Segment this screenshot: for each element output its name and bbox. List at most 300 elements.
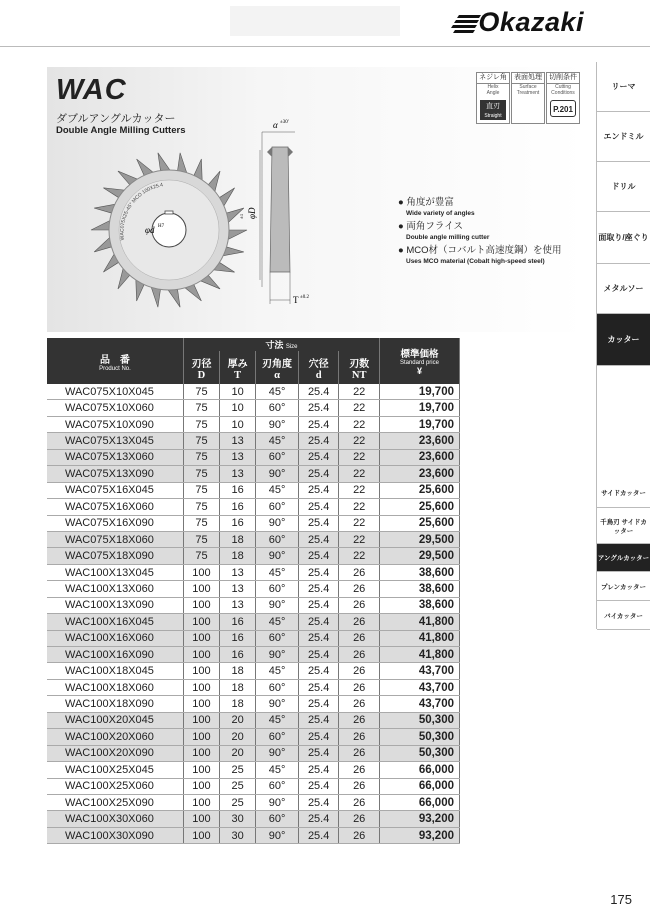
cell-size: 75 (183, 416, 219, 432)
cell-product-no: WAC075X13X045 (47, 433, 183, 449)
cell-product-no: WAC100X16X090 (47, 647, 183, 663)
cell-size: 60° (256, 449, 299, 465)
side-tab-reamer[interactable]: リーマ (597, 62, 650, 112)
icon-sub: Surface (519, 84, 537, 90)
feature-en: Double angle milling cutter (406, 234, 490, 241)
table-row (47, 400, 460, 416)
cell-price: 38,600 (379, 564, 459, 580)
cell-size: 90° (256, 745, 299, 761)
cell-size: 13 (220, 433, 256, 449)
cell-size: 10 (220, 400, 256, 416)
cell-product-no: WAC100X13X045 (47, 564, 183, 580)
header-watermark-band (230, 6, 400, 36)
cell-size: 100 (183, 827, 219, 843)
cell-size: 26 (339, 597, 380, 613)
icon-sub: Helix (487, 84, 499, 90)
cell-size: 100 (183, 762, 219, 778)
cell-product-no: WAC100X30X060 (47, 811, 183, 827)
sub-tab-bi-cutter[interactable]: バイカッター (597, 601, 650, 630)
cell-size: 25.4 (298, 564, 339, 580)
cell-size: 100 (183, 581, 219, 597)
cell-price: 66,000 (379, 762, 459, 778)
cell-size: 26 (339, 762, 380, 778)
cell-size: 100 (183, 794, 219, 810)
feature-item: ● 角度が豊富 (398, 197, 454, 208)
table-row (47, 630, 460, 646)
cell-price: 50,300 (379, 712, 459, 728)
cell-product-no: WAC100X18X090 (47, 696, 183, 712)
table-row (47, 384, 460, 400)
table-row (47, 548, 460, 564)
feature-item: ● MCO材（コバルト高速度鋼）を使用 (398, 245, 562, 256)
col-header-price (379, 338, 459, 384)
cell-size: 22 (339, 400, 380, 416)
cell-price: 50,300 (379, 745, 459, 761)
cell-price: 66,000 (379, 794, 459, 810)
cell-size: 25.4 (298, 729, 339, 745)
header-en: Product No. (99, 365, 131, 372)
header-sym: D (197, 369, 206, 381)
cutting-conditions-icon-box (546, 72, 580, 124)
cell-size: 22 (339, 531, 380, 547)
cell-size: 20 (220, 729, 256, 745)
cell-size: 25.4 (298, 679, 339, 695)
table-row (47, 564, 460, 580)
table-row (47, 827, 460, 843)
cell-size: 90° (256, 515, 299, 531)
bore-dim-label: φd (145, 225, 155, 235)
cell-price: 66,000 (379, 778, 459, 794)
cell-size: 25.4 (298, 499, 339, 515)
cell-product-no: WAC100X20X045 (47, 712, 183, 728)
feature-jp: 両角フライス (406, 221, 464, 232)
table-row (47, 433, 460, 449)
table-row (47, 531, 460, 547)
table-row (47, 449, 460, 465)
cutter-tooth (151, 287, 160, 307)
header-jp: 刃数 (349, 358, 370, 370)
side-tab-endmill[interactable]: エンドミル (597, 112, 650, 162)
cell-size: 45° (256, 712, 299, 728)
cell-size: 75 (183, 531, 219, 547)
cell-price: 43,700 (379, 679, 459, 695)
cell-size: 22 (339, 449, 380, 465)
table-row (47, 778, 460, 794)
cell-price: 25,600 (379, 482, 459, 498)
cell-size: 25.4 (298, 712, 339, 728)
table-row (47, 515, 460, 531)
cell-size: 18 (220, 679, 256, 695)
cell-product-no: WAC100X16X045 (47, 614, 183, 630)
cell-size: 25.4 (298, 449, 339, 465)
cell-size: 18 (220, 696, 256, 712)
cell-size: 75 (183, 433, 219, 449)
cell-size: 22 (339, 416, 380, 432)
col-header-2 (256, 351, 299, 384)
cell-size: 26 (339, 679, 380, 695)
product-table (47, 338, 460, 844)
cell-price: 29,500 (379, 531, 459, 547)
cell-price: 50,300 (379, 729, 459, 745)
cell-size: 90° (256, 696, 299, 712)
sub-tab-plain-cutter[interactable]: プレンカッター (597, 572, 650, 601)
cell-size: 75 (183, 466, 219, 482)
cutter-tooth (91, 221, 110, 230)
cell-price: 93,200 (379, 827, 459, 843)
icon-sub: Treatment (516, 90, 540, 96)
cell-size: 26 (339, 647, 380, 663)
outer-dia-tol: ±1 (240, 213, 245, 219)
cell-price: 23,600 (379, 449, 459, 465)
cell-size: 100 (183, 811, 219, 827)
cell-product-no: WAC100X18X060 (47, 679, 183, 695)
cell-size: 90° (256, 416, 299, 432)
cell-size: 45° (256, 482, 299, 498)
header-sym: d (315, 369, 322, 381)
cell-size: 20 (220, 712, 256, 728)
cell-product-no: WAC100X13X090 (47, 597, 183, 613)
cell-size: 25.4 (298, 696, 339, 712)
cutter-front-view (84, 145, 254, 315)
cell-price: 93,200 (379, 811, 459, 827)
table-row (47, 614, 460, 630)
cell-product-no: WAC075X18X090 (47, 548, 183, 564)
table-row (47, 762, 460, 778)
cell-size: 13 (220, 581, 256, 597)
cell-size: 25.4 (298, 663, 339, 679)
col-header-3 (298, 351, 339, 384)
cell-size: 25.4 (298, 581, 339, 597)
cell-product-no: WAC100X18X045 (47, 663, 183, 679)
cell-size: 60° (256, 729, 299, 745)
cell-size: 25.4 (298, 647, 339, 663)
header-sym: NT (351, 369, 367, 381)
cell-product-no: WAC075X13X060 (47, 449, 183, 465)
cell-size: 25 (220, 762, 256, 778)
cell-product-no: WAC075X16X090 (47, 515, 183, 531)
cell-size: 26 (339, 696, 380, 712)
feature-item: ● 両角フライス (398, 221, 464, 232)
cell-size: 26 (339, 663, 380, 679)
page-number: 175 (610, 892, 632, 907)
cell-size: 25.4 (298, 482, 339, 498)
cell-size: 13 (220, 564, 256, 580)
cell-size: 100 (183, 729, 219, 745)
thickness-tol: ±0.2 (300, 295, 309, 300)
cell-size: 22 (339, 384, 380, 400)
sub-tab-staggered-side-cutter[interactable]: 千鳥刃 サイドカッター (597, 508, 650, 544)
cell-product-no: WAC075X18X060 (47, 531, 183, 547)
cell-size: 25.4 (298, 811, 339, 827)
header-jp: 刃径 (191, 358, 212, 370)
cell-size: 45° (256, 663, 299, 679)
cell-size: 25.4 (298, 778, 339, 794)
header-rule (0, 46, 650, 47)
cell-size: 25.4 (298, 614, 339, 630)
cell-size: 100 (183, 696, 219, 712)
sub-tab-angle-cutter[interactable]: アングルカッター (597, 544, 650, 572)
cell-size: 100 (183, 647, 219, 663)
cell-size: 16 (220, 630, 256, 646)
col-header-product-no (47, 338, 183, 384)
cell-size: 26 (339, 630, 380, 646)
icon-sub: Angle (486, 90, 500, 96)
cell-size: 75 (183, 384, 219, 400)
cell-size: 16 (220, 499, 256, 515)
product-code-title: WAC (56, 74, 127, 106)
cell-size: 90° (256, 647, 299, 663)
cell-size: 25.4 (298, 515, 339, 531)
cell-size: 25.4 (298, 827, 339, 843)
cell-product-no: WAC100X13X060 (47, 581, 183, 597)
cell-size: 75 (183, 482, 219, 498)
angle-tol: ±30' (280, 120, 289, 125)
spec-icon-group (476, 72, 581, 124)
cell-size: 22 (339, 466, 380, 482)
table-row (47, 696, 460, 712)
side-tab-chamfer[interactable]: 面取り/座ぐり (597, 212, 650, 264)
cell-size: 18 (220, 531, 256, 547)
cell-size: 20 (220, 745, 256, 761)
cell-size: 10 (220, 416, 256, 432)
cell-size: 45° (256, 564, 299, 580)
product-name-jp: ダブルアングルカッター (56, 113, 176, 125)
side-tab-metal-saw[interactable]: メタルソー (597, 264, 650, 314)
cell-size: 75 (183, 499, 219, 515)
brand-logo: Okazaki (478, 7, 584, 37)
table-row (47, 712, 460, 728)
feature-en: Uses MCO material (Cobalt high-speed steel) (406, 258, 545, 265)
cell-price: 43,700 (379, 663, 459, 679)
side-tab-cutter[interactable]: カッター (597, 314, 650, 366)
header-jp: 穴径 (308, 358, 329, 370)
cell-size: 45° (256, 762, 299, 778)
cell-size: 26 (339, 778, 380, 794)
cell-size: 100 (183, 663, 219, 679)
cell-size: 25.4 (298, 384, 339, 400)
table-row (47, 581, 460, 597)
cell-product-no: WAC100X30X090 (47, 827, 183, 843)
cell-size: 100 (183, 712, 219, 728)
cell-size: 26 (339, 581, 380, 597)
cell-size: 25 (220, 794, 256, 810)
cell-size: 100 (183, 679, 219, 695)
cell-product-no: WAC100X16X060 (47, 630, 183, 646)
cell-price: 25,600 (379, 499, 459, 515)
cell-price: 29,500 (379, 548, 459, 564)
header-sym: T (234, 369, 242, 381)
cell-size: 60° (256, 531, 299, 547)
cell-size: 26 (339, 614, 380, 630)
cell-size: 90° (256, 466, 299, 482)
cell-size: 22 (339, 515, 380, 531)
feature-en: Wide variety of angles (406, 210, 475, 217)
header-jp: 標準価格 (400, 349, 439, 360)
cell-size: 100 (183, 614, 219, 630)
cell-size: 75 (183, 449, 219, 465)
cell-price: 38,600 (379, 597, 459, 613)
cell-size: 30 (220, 811, 256, 827)
cell-size: 26 (339, 827, 380, 843)
cutter-tooth (178, 153, 187, 173)
bore-tol-label: H7 (158, 224, 165, 229)
icon-head: 表面処理 (512, 73, 544, 84)
cell-price: 25,600 (379, 515, 459, 531)
cell-size: 16 (220, 647, 256, 663)
cell-size: 16 (220, 515, 256, 531)
cell-size: 100 (183, 745, 219, 761)
col-header-4 (339, 351, 380, 384)
cell-size: 100 (183, 597, 219, 613)
page-reference-icon: P.201 (550, 100, 576, 117)
table-row (47, 482, 460, 498)
cell-size: 25.4 (298, 630, 339, 646)
cell-size: 25.4 (298, 466, 339, 482)
outer-dia-label: φD (247, 207, 257, 219)
brand-logo-mark-icon (451, 15, 481, 33)
cell-size: 25.4 (298, 416, 339, 432)
header-jp: 厚み (227, 358, 248, 370)
table-row (47, 679, 460, 695)
cell-size: 60° (256, 400, 299, 416)
cell-size: 90° (256, 597, 299, 613)
product-name-en: Double Angle Milling Cutters (56, 125, 186, 136)
cell-size: 75 (183, 548, 219, 564)
surface-treatment-icon-box (511, 72, 545, 124)
cell-size: 16 (220, 614, 256, 630)
cutter-tooth (94, 238, 111, 252)
cell-price: 41,800 (379, 630, 459, 646)
thickness-label: T (293, 295, 299, 305)
angle-label: α (273, 120, 278, 130)
table-row (47, 745, 460, 761)
cell-product-no: WAC100X25X090 (47, 794, 183, 810)
table-row (47, 647, 460, 663)
cell-size: 25.4 (298, 400, 339, 416)
cell-size: 13 (220, 449, 256, 465)
cell-price: 23,600 (379, 466, 459, 482)
feature-jp: 角度が豊富 (406, 197, 454, 208)
side-tab-drill[interactable]: ドリル (597, 162, 650, 212)
header-jp: 刃角度 (262, 358, 293, 370)
cell-size: 18 (220, 663, 256, 679)
cell-size: 26 (339, 811, 380, 827)
cell-size: 25.4 (298, 597, 339, 613)
cell-size: 26 (339, 729, 380, 745)
table-row (47, 811, 460, 827)
cell-size: 25.4 (298, 531, 339, 547)
cell-price: 41,800 (379, 614, 459, 630)
cell-size: 22 (339, 433, 380, 449)
cell-price: 38,600 (379, 581, 459, 597)
cell-price: 19,700 (379, 400, 459, 416)
header-en: Size (285, 344, 298, 350)
cell-size: 100 (183, 630, 219, 646)
table-row (47, 663, 460, 679)
sub-tab-side-cutter[interactable]: サイドカッター (597, 478, 650, 508)
icon-head: ネジレ角 (477, 73, 509, 84)
header-sym: α (274, 369, 280, 381)
cell-product-no: WAC075X10X045 (47, 384, 183, 400)
col-header-1 (220, 351, 256, 384)
icon-sub: Conditions (551, 90, 575, 96)
cell-size: 25.4 (298, 433, 339, 449)
cell-product-no: WAC075X10X090 (47, 416, 183, 432)
cell-size: 60° (256, 499, 299, 515)
cell-size: 25 (220, 778, 256, 794)
table-row (47, 466, 460, 482)
cell-size: 13 (220, 597, 256, 613)
cell-size: 30 (220, 827, 256, 843)
cutter-marking: WAC075X25-45° MCO 100X25.4 (119, 182, 164, 241)
header-jp: 寸法 (265, 340, 284, 350)
cell-size: 22 (339, 482, 380, 498)
straight-flute-icon: 直刃 (480, 100, 506, 113)
cell-size: 75 (183, 400, 219, 416)
cell-size: 16 (220, 482, 256, 498)
cell-product-no: WAC075X16X045 (47, 482, 183, 498)
feature-list (398, 197, 562, 269)
cell-size: 25.4 (298, 762, 339, 778)
cell-size: 26 (339, 794, 380, 810)
cell-size: 25.4 (298, 794, 339, 810)
table-row (47, 597, 460, 613)
table-row (47, 729, 460, 745)
cell-size: 100 (183, 778, 219, 794)
cell-size: 26 (339, 712, 380, 728)
cutter-side-view (240, 112, 340, 312)
cutter-tooth (158, 153, 170, 171)
cell-size: 90° (256, 548, 299, 564)
table-row (47, 416, 460, 432)
cell-size: 25.4 (298, 548, 339, 564)
icon-head: 切削条件 (547, 73, 579, 84)
cell-size: 25.4 (298, 745, 339, 761)
cell-size: 22 (339, 548, 380, 564)
col-header-0 (183, 351, 219, 384)
cell-size: 90° (256, 794, 299, 810)
cell-size: 45° (256, 614, 299, 630)
cell-size: 13 (220, 466, 256, 482)
cell-price: 41,800 (379, 647, 459, 663)
cell-size: 100 (183, 564, 219, 580)
icon-sub: Cutting (555, 84, 571, 90)
header-jp: 品 番 (99, 354, 130, 366)
cell-price: 19,700 (379, 384, 459, 400)
table-row (47, 794, 460, 810)
cell-size: 26 (339, 745, 380, 761)
feature-jp: MCO材（コバルト高速度鋼）を使用 (406, 245, 562, 256)
cell-size: 22 (339, 499, 380, 515)
cell-product-no: WAC100X25X045 (47, 762, 183, 778)
cell-product-no: WAC100X20X060 (47, 729, 183, 745)
cell-product-no: WAC100X20X090 (47, 745, 183, 761)
cell-size: 60° (256, 778, 299, 794)
cell-product-no: WAC075X10X060 (47, 400, 183, 416)
table-row (47, 499, 460, 515)
icon-label: Straight (480, 113, 506, 120)
cell-size: 45° (256, 384, 299, 400)
cell-size: 90° (256, 827, 299, 843)
cell-product-no: WAC100X25X060 (47, 778, 183, 794)
col-header-size (183, 338, 379, 351)
cell-size: 60° (256, 630, 299, 646)
cell-size: 60° (256, 581, 299, 597)
cell-price: 23,600 (379, 433, 459, 449)
cell-size: 60° (256, 679, 299, 695)
cell-product-no: WAC075X16X060 (47, 499, 183, 515)
cell-size: 10 (220, 384, 256, 400)
